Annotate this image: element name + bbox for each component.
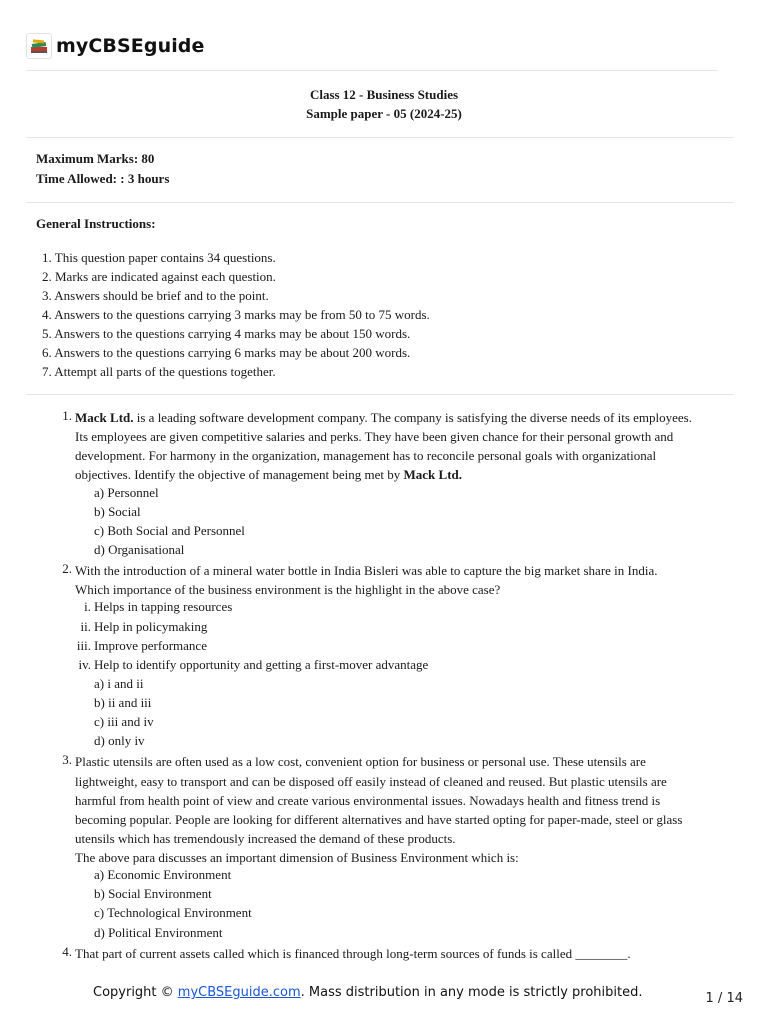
roman-item: Helps in tapping resources (94, 599, 233, 614)
paper-subtitle: Sample paper - 05 (2024-25) (306, 106, 462, 121)
max-marks: Maximum Marks: 80 (36, 151, 155, 166)
question-line: utensils which has tremendously increased the demand of these products. (75, 831, 456, 846)
question-line: That part of current assets called which is financed through long-term sources of funds is called ________. (75, 946, 631, 961)
roman-item: Improve performance (94, 638, 207, 653)
company-name: Mack Ltd. (403, 467, 463, 482)
page-number: 1 / 14 (705, 991, 743, 1006)
option: c) iii and iv (94, 714, 154, 729)
instructions-heading: General Instructions: (36, 216, 156, 231)
question-line: development. For harmony in the organization, management has to reconcile personal goals with organizational (75, 448, 657, 463)
instruction-item: 6. Answers to the questions carrying 6 marks may be about 200 words. (42, 345, 411, 360)
question-line: With the introduction of a mineral water bottle in India Bisleri was able to capture the big market share in India. (75, 563, 658, 578)
question-line: lightweight, easy to transport and can be disposed off easily instead of cleaned and reused. But plastic utensils are (75, 774, 667, 789)
question-line: Plastic utensils are often used as a low cost, convenient option for business or personal use. These utensils are (75, 754, 646, 769)
option: b) ii and iii (94, 695, 152, 710)
roman-item: Help in policymaking (94, 619, 208, 634)
instruction-item: 5. Answers to the questions carrying 4 marks may be about 150 words. (42, 326, 411, 341)
copyright-footer: Copyright © myCBSEguide.com. Mass distribution in any mode is strictly prohibited. (93, 985, 643, 1000)
books-icon (29, 38, 49, 54)
question-number: 2. (62, 561, 72, 576)
question-line: The above para discusses an important dimension of Business Environment which is: (75, 850, 519, 865)
question-line: Its employees are given competitive salaries and perks. They have been given chance for their personal growth and (75, 429, 674, 444)
roman-number: iii. (76, 638, 91, 653)
brand-name[interactable]: myCBSEguide (56, 35, 205, 57)
option: a) Economic Environment (94, 867, 232, 882)
roman-number: iv. (78, 657, 91, 672)
roman-item: Help to identify opportunity and getting a first-mover advantage (94, 657, 429, 672)
option: c) Technological Environment (94, 905, 252, 920)
roman-number: i. (84, 599, 91, 614)
header-divider (26, 70, 718, 71)
site-header (26, 32, 205, 60)
option: b) Social Environment (94, 886, 212, 901)
question-line: objectives. Identify the objective of management being met by Mack Ltd. (75, 467, 463, 482)
option: d) Political Environment (94, 925, 223, 940)
option: b) Social (94, 504, 141, 519)
question-number: 1. (62, 408, 72, 423)
company-name: Mack Ltd. (75, 410, 134, 425)
question-number: 4. (62, 944, 72, 959)
option: d) only iv (94, 733, 145, 748)
roman-number: ii. (80, 619, 91, 634)
site-link[interactable]: myCBSEguide.com (177, 985, 301, 1000)
question-line: becoming popular. People are looking for different alternatives and have started opting for paper-made, steel or glass (75, 812, 683, 827)
divider (26, 394, 734, 395)
question-line: Mack Ltd. is a leading software development company. The company is satisfying the diverse needs of its employees. (75, 410, 692, 425)
option: a) i and ii (94, 676, 144, 691)
instruction-item: 1. This question paper contains 34 questions. (42, 250, 276, 265)
logo[interactable] (26, 33, 52, 59)
question-line: Which importance of the business environment is the highlight in the above case? (75, 582, 501, 597)
question-line: harmful from health point of view and create various environmental issues. Nowadays health and fitness trend is (75, 793, 661, 808)
question-number: 3. (62, 752, 72, 767)
divider (26, 202, 734, 203)
option: d) Organisational (94, 542, 185, 557)
paper-title: Class 12 - Business Studies (309, 87, 459, 102)
time-allowed: Time Allowed: : 3 hours (36, 171, 170, 186)
instruction-item: 4. Answers to the questions carrying 3 marks may be from 50 to 75 words. (42, 307, 430, 322)
option: a) Personnel (94, 485, 159, 500)
instruction-item: 2. Marks are indicated against each question. (42, 269, 276, 284)
divider (26, 137, 734, 138)
instruction-item: 3. Answers should be brief and to the point. (42, 288, 269, 303)
instruction-item: 7. Attempt all parts of the questions together. (42, 364, 276, 379)
option: c) Both Social and Personnel (94, 523, 245, 538)
